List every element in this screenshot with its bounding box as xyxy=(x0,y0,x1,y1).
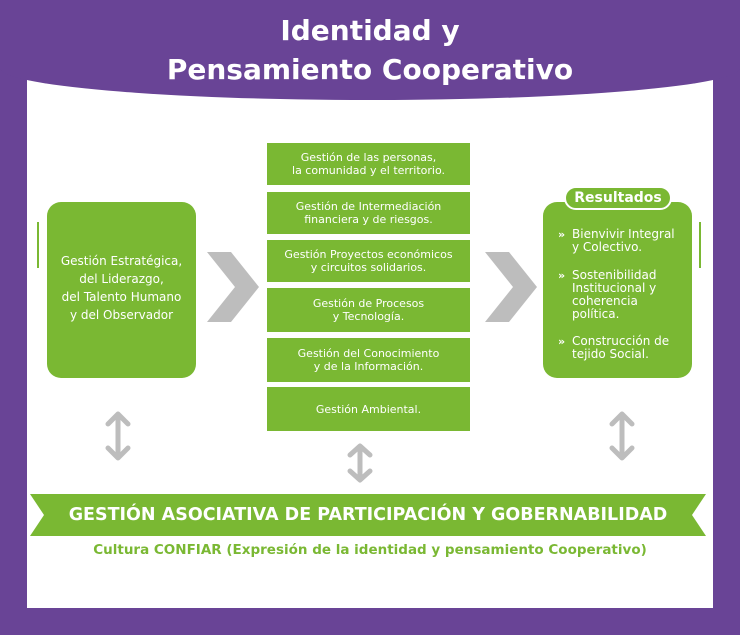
middle-strip-projects xyxy=(267,240,470,282)
strip-line: y circuitos solidarios. xyxy=(310,261,427,274)
strip-line: la comunidad y el territorio. xyxy=(292,164,445,177)
result-line: política. xyxy=(572,307,620,321)
result-item xyxy=(558,228,688,254)
double-chevron-icon: » xyxy=(558,269,566,282)
middle-strip-environmental xyxy=(267,387,470,431)
page-title-line-1: Identidad y xyxy=(280,14,460,47)
strip-line: Gestión Proyectos económicos xyxy=(284,248,453,261)
result-item xyxy=(558,269,688,321)
strip-line: Gestión de las personas, xyxy=(300,151,437,164)
strip-line: financiera y de riesgos. xyxy=(304,213,433,226)
strip-line: Gestión de Intermediación xyxy=(295,200,442,213)
middle-strip-financial xyxy=(267,192,470,234)
result-line: Institucional y xyxy=(572,281,657,295)
strip-line: Gestión de Procesos xyxy=(312,297,425,310)
double-chevron-icon: » xyxy=(558,228,566,241)
strip-line: y de la Información. xyxy=(313,360,424,373)
result-line: coherencia xyxy=(572,294,638,308)
culture-subtitle: Cultura CONFIAR (Expresión de la identidad y pensamiento Cooperativo) xyxy=(93,542,647,558)
middle-strip-knowledge xyxy=(267,338,470,382)
middle-strip-people xyxy=(267,143,470,185)
up-down-arrow-icon xyxy=(105,411,131,461)
chevron-right-icon xyxy=(207,252,259,322)
left-accent-tick xyxy=(37,222,39,268)
result-line: Sostenibilidad xyxy=(572,268,657,282)
results-header: Resultados xyxy=(564,186,672,210)
strategic-management-text xyxy=(53,252,190,324)
double-chevron-icon: » xyxy=(558,335,566,348)
left-box-line: del Liderazgo, xyxy=(79,272,164,286)
right-accent-tick xyxy=(699,222,701,268)
strip-line: Gestión Ambiental. xyxy=(315,402,422,416)
strip-line: Gestión del Conocimiento xyxy=(297,347,440,360)
up-down-arrow-icon xyxy=(347,443,373,483)
middle-strip-processes xyxy=(267,288,470,332)
result-item xyxy=(558,335,688,361)
result-line: Construcción de xyxy=(572,334,670,348)
governance-banner-text: GESTIÓN ASOCIATIVA DE PARTICIPACIÓN Y GOBERNABILIDAD xyxy=(68,505,668,525)
left-box-line: Gestión Estratégica, xyxy=(60,254,183,268)
strategic-management-box xyxy=(47,202,196,378)
left-box-line: del Talento Humano xyxy=(61,290,182,304)
strip-line: y Tecnología. xyxy=(332,310,405,323)
result-line: tejido Social. xyxy=(572,347,649,361)
page-title-line-2: Pensamiento Cooperativo xyxy=(166,53,574,86)
left-box-line: y del Observador xyxy=(69,308,174,322)
result-line: y Colectivo. xyxy=(572,240,643,254)
up-down-arrow-icon xyxy=(609,411,635,461)
result-line: Bienvivir Integral xyxy=(572,227,675,241)
chevron-right-icon xyxy=(485,252,537,322)
